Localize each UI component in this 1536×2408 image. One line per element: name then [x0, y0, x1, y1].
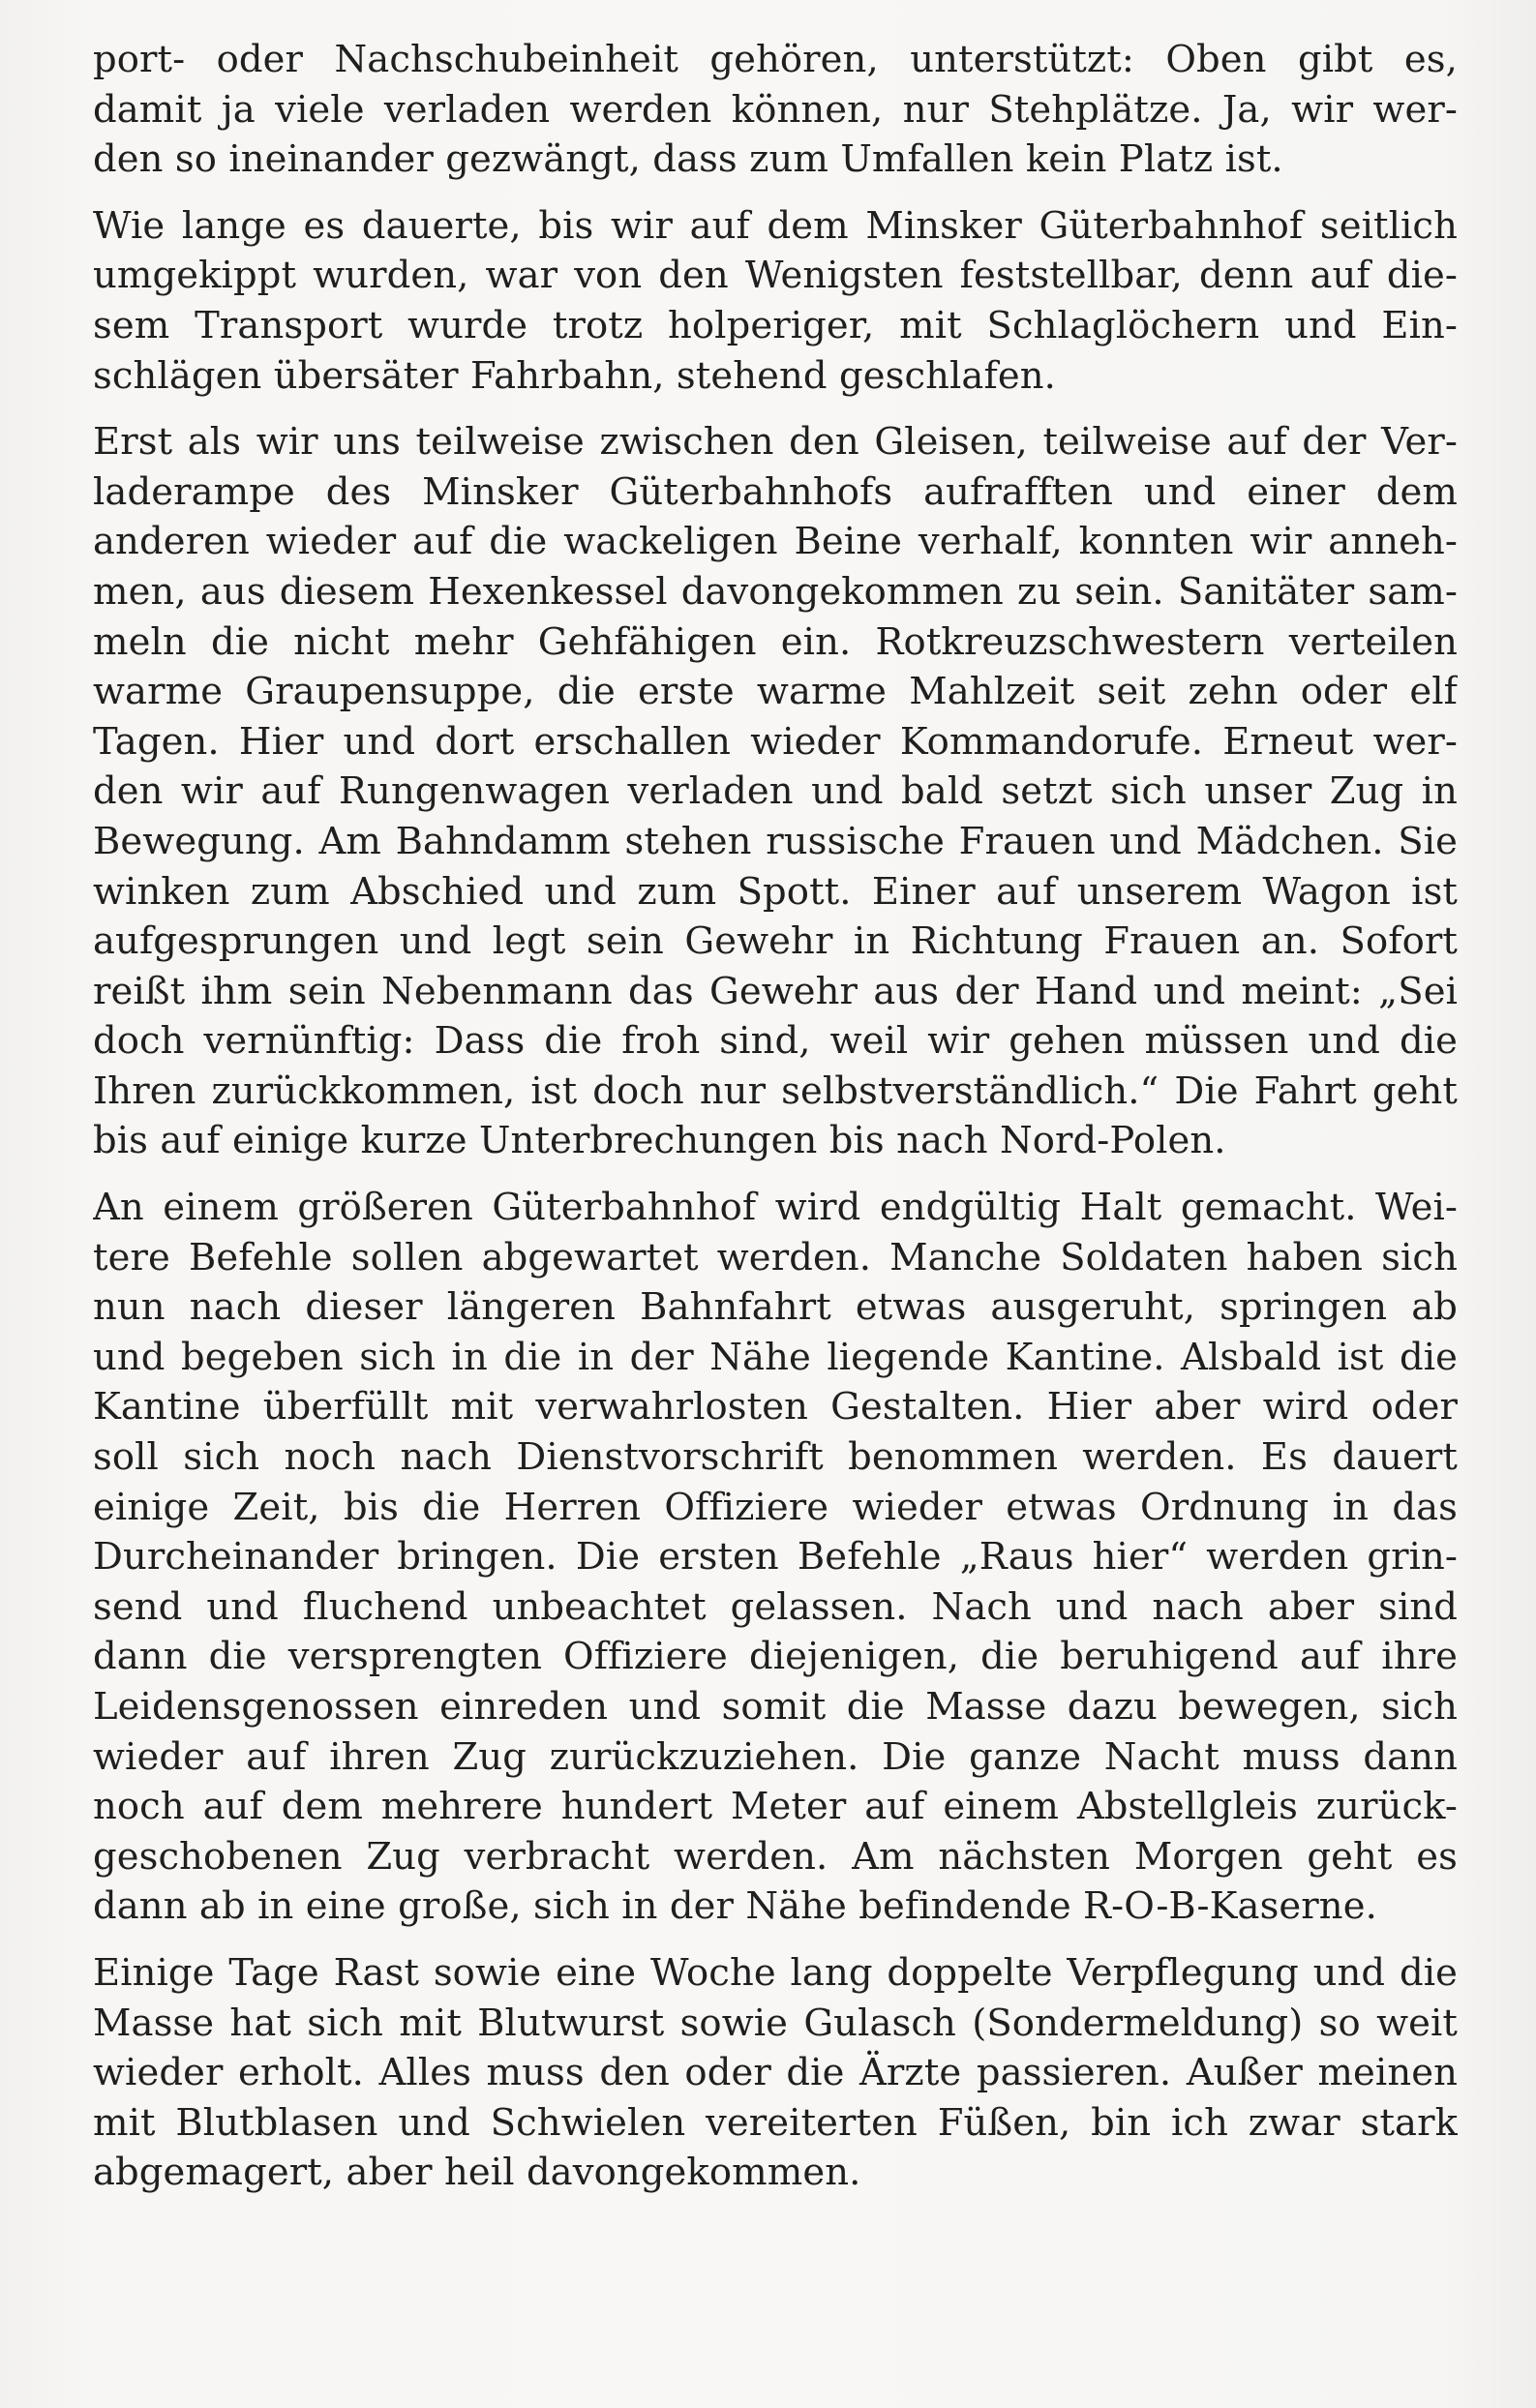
text-line: Erst als wir uns teilweise zwischen den Gleisen, teilweise auf der Ver- — [93, 420, 1458, 465]
text-line: Bewegung. Am Bahndamm stehen russische Frauen und Mädchen. Sie — [93, 819, 1458, 863]
paragraph — [93, 1183, 1458, 1932]
text-line: damit ja viele verladen werden können, nur Stehplätze. Ja, wir wer- — [93, 87, 1458, 132]
text-line: den so ineinander gezwängt, dass zum Umfallen kein Platz ist. — [93, 137, 1283, 182]
text-line: schlägen übersäter Fahrbahn, stehend geschlafen. — [93, 353, 1056, 398]
text-line: nun nach dieser längeren Bahnfahrt etwas ausgeruht, springen ab — [93, 1285, 1458, 1330]
text-line: anderen wieder auf die wackeligen Beine verhalf, konnten wir anneh- — [93, 520, 1458, 564]
text-line: dann die versprengten Offiziere diejenigen, die beruhigend auf ihre — [93, 1635, 1458, 1679]
text-line: warme Graupensuppe, die erste warme Mahlzeit seit zehn oder elf — [93, 670, 1458, 714]
text-line: sem Transport wurde trotz holperiger, mit Schlaglöchern und Ein- — [93, 303, 1458, 347]
text-line: send und fluchend unbeachtet gelassen. Nach und nach aber sind — [93, 1584, 1458, 1629]
text-line: umgekippt wurden, war von den Wenigsten feststellbar, denn auf die- — [93, 254, 1458, 298]
paragraph — [93, 35, 1458, 185]
text-line: reißt ihm sein Nebenmann das Gewehr aus der Hand und meint: „Sei — [93, 969, 1458, 1013]
text-line: Ihren zurückkommen, ist doch nur selbstverständlich.“ Die Fahrt geht — [93, 1069, 1458, 1113]
text-line: Durcheinander bringen. Die ersten Befehle „Raus hier“ werden grin- — [93, 1535, 1458, 1580]
body-text — [93, 35, 1458, 2214]
paragraph — [93, 201, 1458, 401]
text-line: bis auf einige kurze Unterbrechungen bis nach Nord-Polen. — [93, 1119, 1226, 1163]
paragraph — [93, 1948, 1458, 2198]
text-line: abgemagert, aber heil davongekommen. — [93, 2151, 861, 2195]
text-line: und begeben sich in die in der Nähe liegende Kantine. Alsbald ist die — [93, 1335, 1458, 1379]
text-line: dann ab in eine große, sich in der Nähe befindende R-O-B-Kaserne. — [93, 1884, 1377, 1929]
text-line: Einige Tage Rast sowie eine Woche lang doppelte Verpflegung und die — [93, 1950, 1458, 1995]
text-line: einige Zeit, bis die Herren Offiziere wieder etwas Ordnung in das — [93, 1485, 1458, 1529]
text-line: wieder auf ihren Zug zurückzuziehen. Die ganze Nacht muss dann — [93, 1734, 1458, 1779]
text-line: wieder erholt. Alles muss den oder die Ärzte passieren. Außer meinen — [93, 2051, 1458, 2095]
text-line: men, aus diesem Hexenkessel davongekommen zu sein. Sanitäter sam- — [93, 569, 1458, 614]
text-line: doch vernünftig: Dass die froh sind, weil wir gehen müssen und die — [93, 1019, 1458, 1064]
text-line: den wir auf Rungenwagen verladen und bald setzt sich unser Zug in — [93, 769, 1458, 814]
paragraph — [93, 417, 1458, 1166]
text-line: Masse hat sich mit Blutwurst sowie Gulasch (Sondermeldung) so weit — [93, 2001, 1458, 2045]
text-line: noch auf dem mehrere hundert Meter auf einem Abstellgleis zurück- — [93, 1785, 1458, 1829]
text-line: geschobenen Zug verbracht werden. Am nächsten Morgen geht es — [93, 1834, 1458, 1879]
text-line: mit Blutblasen und Schwielen vereiterten Füßen, bin ich zwar stark — [93, 2100, 1458, 2145]
text-line: soll sich noch nach Dienstvorschrift benommen werden. Es dauert — [93, 1435, 1458, 1480]
text-line: winken zum Abschied und zum Spott. Einer auf unserem Wagon ist — [93, 869, 1458, 914]
text-line: Leidensgenossen einreden und somit die Masse dazu bewegen, sich — [93, 1685, 1458, 1729]
text-line: An einem größeren Güterbahnhof wird endgültig Halt gemacht. Wei- — [93, 1186, 1458, 1230]
text-line: laderampe des Minsker Güterbahnhofs aufrafften und einer dem — [93, 469, 1458, 514]
text-line: tere Befehle sollen abgewartet werden. Manche Soldaten haben sich — [93, 1235, 1458, 1279]
text-line: Wie lange es dauerte, bis wir auf dem Minsker Güterbahnhof seitlich — [93, 203, 1458, 248]
text-line: Kantine überfüllt mit verwahrlosten Gestalten. Hier aber wird oder — [93, 1385, 1458, 1430]
text-line: port- oder Nachschubeinheit gehören, unterstützt: Oben gibt es, — [93, 38, 1458, 81]
text-line: Tagen. Hier und dort erschallen wieder Kommandorufe. Erneut wer- — [93, 719, 1458, 764]
text-line: aufgesprungen und legt sein Gewehr in Richtung Frauen an. Sofort — [93, 919, 1458, 964]
text-line: meln die nicht mehr Gehfähigen ein. Rotkreuzschwestern verteilen — [93, 619, 1458, 664]
